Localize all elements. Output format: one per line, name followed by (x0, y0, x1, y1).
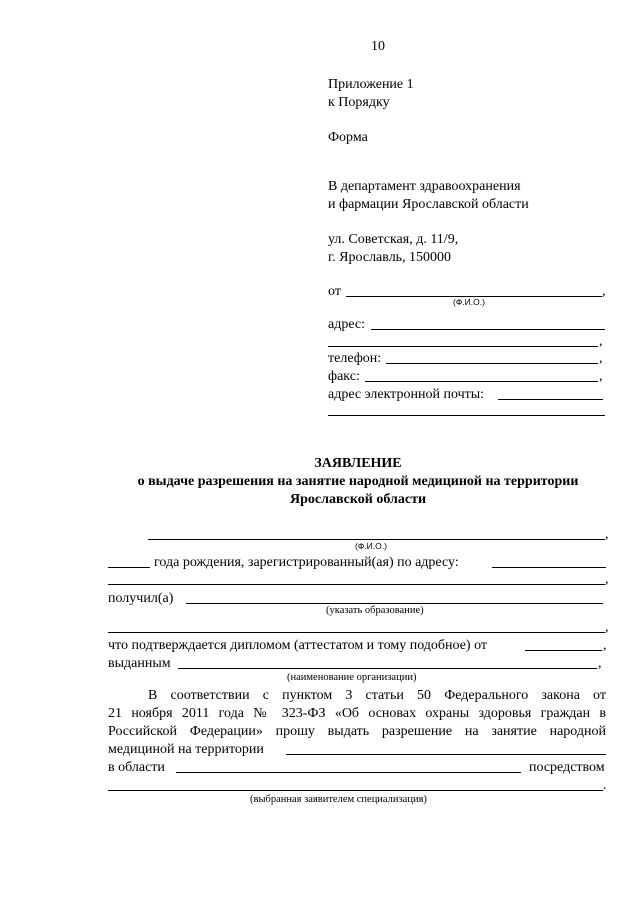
education-field[interactable] (186, 603, 603, 604)
recipient-line-2: и фармации Ярославской области (328, 197, 529, 212)
region-field[interactable] (176, 772, 521, 773)
request-para-line-1: В соответствии с пунктом 3 статьи 50 Федерального закона от (148, 688, 606, 703)
issued-label: выданным (108, 656, 171, 671)
phone-label: телефон: (328, 351, 382, 366)
registration-comma: , (605, 572, 609, 587)
diploma-text: что подтверждается дипломом (аттестатом и тому подобное) от (108, 638, 488, 653)
diploma-date-field[interactable] (525, 650, 602, 651)
page-number: 10 (371, 39, 385, 54)
fax-field[interactable] (365, 381, 598, 382)
body-fio-field[interactable] (148, 539, 605, 540)
address-label: адрес: (328, 317, 366, 332)
form-label: Форма (328, 130, 368, 145)
education-comma: , (605, 620, 609, 635)
phone-field[interactable] (386, 363, 598, 364)
recipient-line-1: В департамент здравоохранения (328, 179, 521, 194)
via-label: посредством (529, 760, 605, 775)
request-para-line-2: 21 ноября 2011 года № 323-ФЗ «Об основах охраны здоровья граждан в (108, 706, 606, 721)
from-label: от (328, 284, 341, 299)
birth-year-field[interactable] (108, 567, 150, 568)
specialization-field[interactable] (108, 790, 603, 791)
document-title: ЗАЯВЛЕНИЕ (314, 456, 402, 471)
body-fio-comma: , (605, 527, 609, 542)
from-comma: , (602, 284, 606, 299)
diploma-comma: , (603, 638, 607, 653)
address-field-1[interactable] (371, 329, 605, 330)
issued-comma: , (598, 656, 602, 671)
phone-comma: , (599, 351, 603, 366)
territory-field[interactable] (286, 754, 606, 755)
request-para-line-3: Российской Федерации» прошу выдать разрешение на занятие народной (108, 724, 606, 739)
address-comma: , (599, 334, 603, 349)
body-fio-hint: (Ф.И.О.) (355, 541, 387, 551)
email-field-1[interactable] (498, 399, 603, 400)
org-hint: (наименование организации) (287, 672, 417, 683)
specialization-period: . (603, 778, 607, 793)
recipient-address-1: ул. Советская, д. 11/9, (328, 232, 459, 247)
from-fio-hint: (Ф.И.О.) (453, 297, 485, 307)
region-label: в области (108, 760, 165, 775)
appendix-line-2: к Порядку (328, 95, 390, 110)
email-field-2[interactable] (328, 415, 605, 416)
specialization-hint: (выбранная заявителем специализация) (250, 794, 427, 805)
education-hint: (указать образование) (326, 605, 424, 616)
registration-address-field-1[interactable] (492, 567, 606, 568)
fax-label: факс: (328, 369, 360, 384)
address-field-2[interactable] (328, 346, 598, 347)
issued-org-field[interactable] (178, 668, 597, 669)
document-subtitle-1: о выдаче разрешения на занятие народной медициной на территории (137, 474, 579, 489)
email-label: адрес электронной почты: (328, 387, 485, 402)
registration-address-field-2[interactable] (108, 584, 605, 585)
received-label: получил(а) (108, 591, 174, 606)
request-para-line-4: медициной на территории (108, 742, 264, 757)
recipient-address-2: г. Ярославль, 150000 (328, 250, 452, 265)
appendix-line-1: Приложение 1 (328, 77, 414, 92)
education-field-2[interactable] (108, 632, 605, 633)
birth-line-text: года рождения, зарегистрированный(ая) по адресу: (154, 555, 459, 570)
document-subtitle-2: Ярославской области (289, 492, 427, 507)
fax-comma: , (599, 369, 603, 384)
